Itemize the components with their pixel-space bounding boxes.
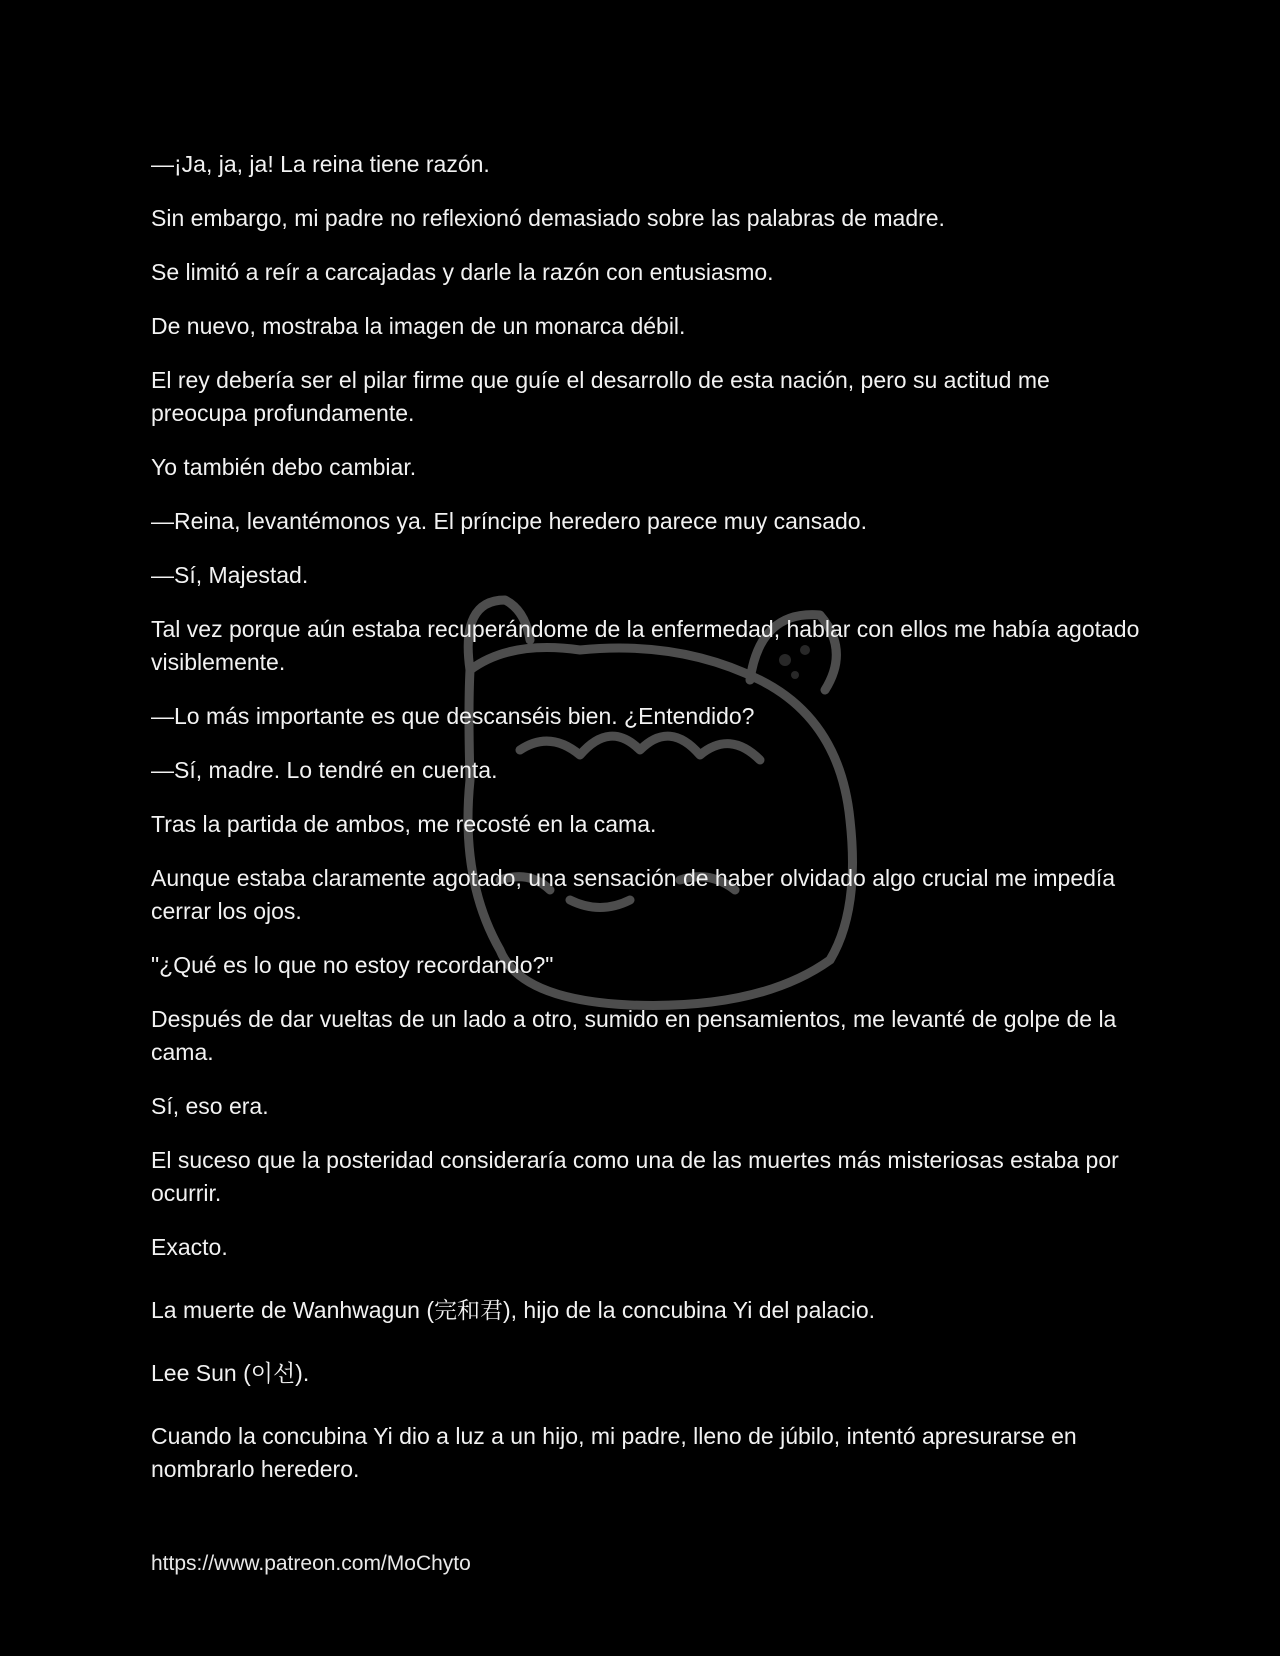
paragraph: El rey debería ser el pilar firme que guíe el desarrollo de esta nación, pero su actitud me preocupa profundamente. <box>151 367 1050 426</box>
paragraph: —Sí, madre. Lo tendré en cuenta. <box>151 757 498 783</box>
chapter-text <box>151 148 1141 1507</box>
paragraph: —Lo más importante es que descanséis bien. ¿Entendido? <box>151 703 755 729</box>
paragraph: Aunque estaba claramente agotado, una sensación de haber olvidado algo crucial me impedía cerrar los ojos. <box>151 865 1116 924</box>
paragraph: Exacto. <box>151 1234 228 1260</box>
paragraph: Cuando la concubina Yi dio a luz a un hijo, mi padre, lleno de júbilo, intentó apresurarse en nombrarlo heredero. <box>151 1423 1077 1482</box>
paragraph: Tal vez porque aún estaba recuperándome de la enfermedad, hablar con ellos me había agotado visiblemente. <box>151 616 1140 675</box>
paragraph: —Sí, Majestad. <box>151 562 309 588</box>
paragraph: Sin embargo, mi padre no reflexionó demasiado sobre las palabras de madre. <box>151 205 945 231</box>
paragraph: De nuevo, mostraba la imagen de un monarca débil. <box>151 313 686 339</box>
paragraph: Sí, eso era. <box>151 1093 269 1119</box>
paragraph: "¿Qué es lo que no estoy recordando?" <box>151 952 554 978</box>
paragraph: Yo también debo cambiar. <box>151 454 417 480</box>
paragraph: —¡Ja, ja, ja! La reina tiene razón. <box>151 151 490 177</box>
patreon-link[interactable]: https://www.patreon.com/MoChyto <box>151 1552 471 1575</box>
paragraph: El suceso que la posteridad consideraría como una de las muertes más misteriosas estaba por ocurrir. <box>151 1147 1119 1206</box>
paragraph: Se limitó a reír a carcajadas y darle la razón con entusiasmo. <box>151 259 774 285</box>
paragraph: La muerte de Wanhwagun (完和君), hijo de la concubina Yi del palacio. <box>151 1297 876 1323</box>
paragraph: Lee Sun (이선). <box>151 1360 310 1386</box>
paragraph: Después de dar vueltas de un lado a otro, sumido en pensamientos, me levanté de golpe de la cama. <box>151 1006 1117 1065</box>
paragraph: —Reina, levantémonos ya. El príncipe heredero parece muy cansado. <box>151 508 867 534</box>
paragraph: Tras la partida de ambos, me recosté en la cama. <box>151 811 657 837</box>
